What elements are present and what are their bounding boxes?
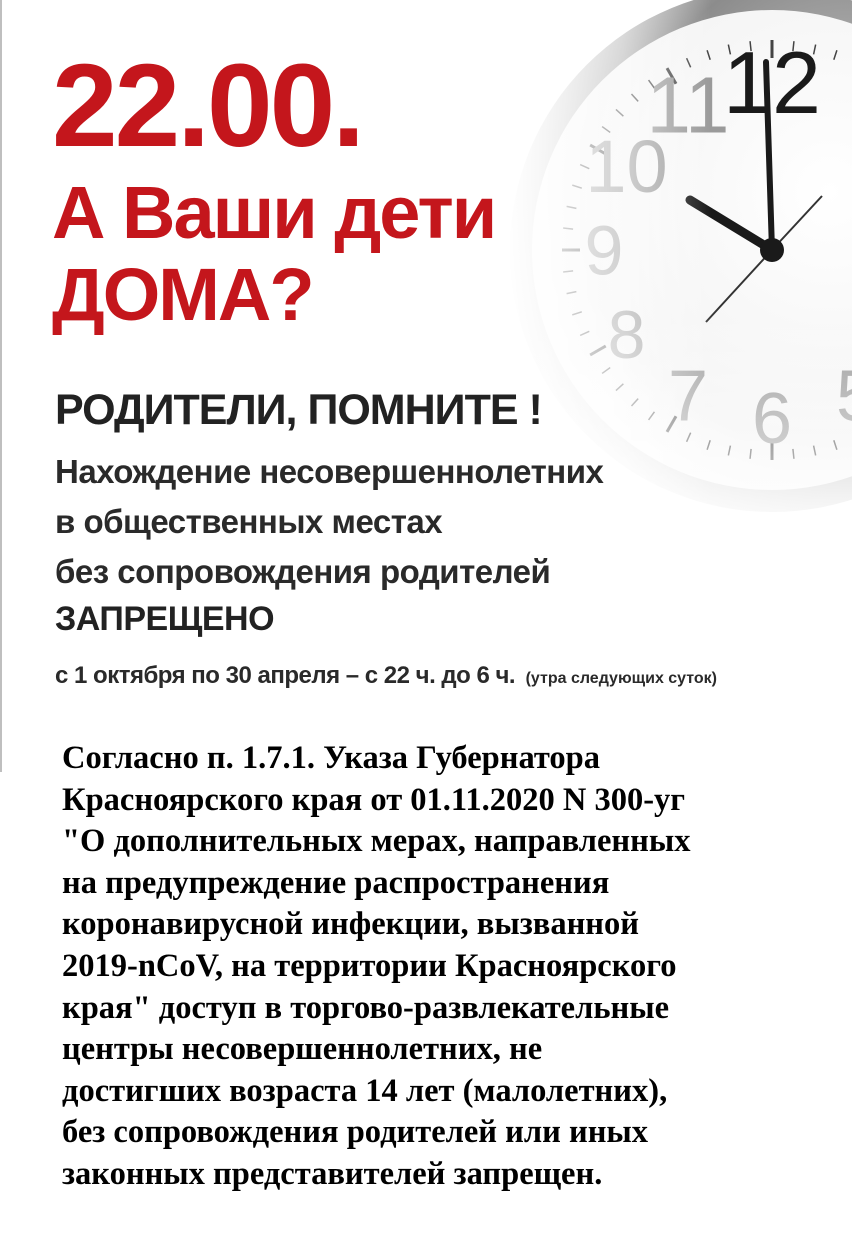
decree-line: "О дополнительных мерах, направленных	[62, 823, 691, 860]
decree-line: на предупреждение распространения	[62, 864, 610, 901]
decree-line: Согласно п. 1.7.1. Указа Губернатора	[62, 740, 600, 776]
parents-reminder-heading: РОДИТЕЛИ, ПОМНИТЕ !	[55, 386, 542, 434]
left-border	[0, 0, 2, 772]
curfew-hours-note: (утра следующих суток)	[525, 670, 718, 687]
headline-time: 22.00.	[52, 40, 363, 172]
curfew-hours-range: с 1 октября по 30 апреля – с 22 ч. до 6 ч.	[55, 662, 516, 689]
decree-line: коронавирусной инфекции, вызванной	[62, 906, 640, 943]
decree-line: 2019-nCoV, на территории Красноярского	[62, 947, 677, 984]
rule-text-line: в общественных местах	[55, 503, 443, 540]
decree-line: без сопровождения родителей или иных	[62, 1114, 649, 1151]
decree-line: законных представителей запрещен.	[62, 1155, 603, 1192]
headline-question-line1: А Ваши дети	[52, 171, 496, 254]
decree-text	[62, 738, 832, 1196]
headline-question-line2: ДОМА?	[52, 253, 313, 336]
curfew-hours	[55, 662, 717, 690]
decree-line: края" доступ в торгово-развлекательные	[62, 989, 670, 1026]
rule-text-line: Нахождение несовершеннолетних	[55, 453, 604, 490]
rule-prohibited-label: ЗАПРЕЩЕНО	[55, 600, 275, 638]
decree-line: центры несовершеннолетних, не	[62, 1031, 543, 1068]
decree-line: Красноярского края от 01.11.2020 N 300-уг	[62, 781, 686, 818]
rule-text-line: без сопровождения родителей	[55, 553, 551, 590]
decree-line: достигших возраста 14 лет (малолетних),	[62, 1072, 668, 1109]
